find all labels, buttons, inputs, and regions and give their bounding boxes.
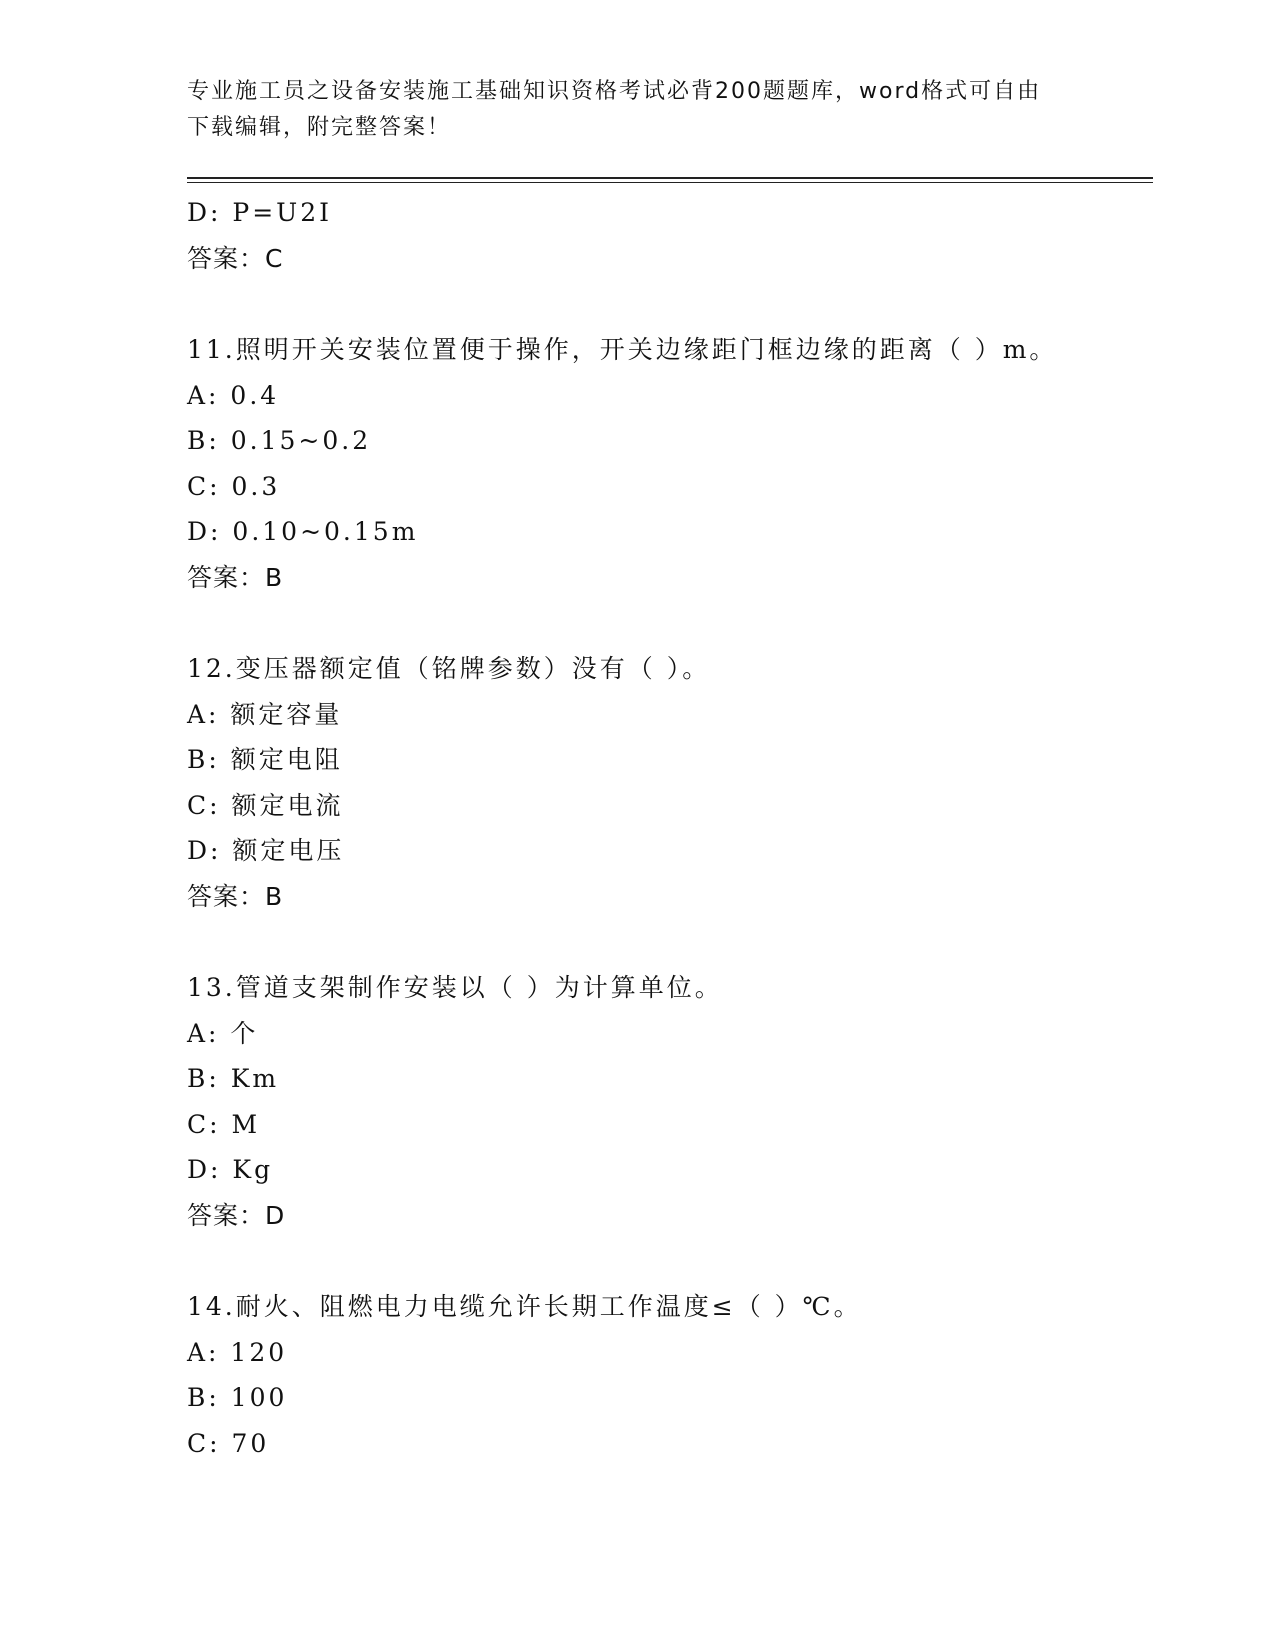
- option-a: A: 个: [187, 1018, 259, 1048]
- option-d: D: 额定电压: [187, 836, 345, 865]
- question-13: [187, 965, 1147, 1238]
- question-stem: 13.管道支架制作安装以（ ）为计算单位。: [187, 973, 723, 1002]
- option-b: B: 100: [187, 1383, 288, 1412]
- answer-line: 答案：B: [187, 881, 284, 911]
- answer-line: 答案：C: [187, 243, 284, 273]
- header-divider-thick: [187, 177, 1153, 179]
- option-c: C: 额定电流: [187, 790, 344, 820]
- question-stem: 14.耐火、阻燃电力电缆允许长期工作温度≤（ ）℃。: [187, 1292, 862, 1321]
- option-b: B: Km: [187, 1064, 280, 1093]
- option-d: D: 0.10~0.15m: [187, 517, 419, 546]
- answer-line: 答案：D: [187, 1200, 286, 1230]
- header-line-2: 下载编辑，附完整答案！: [187, 115, 452, 140]
- document-header: [187, 74, 1087, 146]
- option-b: B: 额定电阻: [187, 745, 343, 774]
- answer-line: 答案：B: [187, 562, 284, 592]
- header-line-1: 专业施工员之设备安装施工基础知识资格考试必背200题题库，word格式可自由: [187, 79, 1042, 104]
- option-c: C: 0.3: [187, 471, 281, 501]
- option-a: A: 0.4: [187, 380, 280, 410]
- question-12: [187, 646, 1147, 919]
- option-c: C: M: [187, 1109, 261, 1139]
- option-a: A: 120: [187, 1337, 288, 1367]
- header-divider-thin: [187, 182, 1153, 183]
- question-stem: 12.变压器额定值（铭牌参数）没有（ ）。: [187, 654, 711, 683]
- option-d: D: P=U2I: [187, 198, 333, 227]
- question-stem: 11.照明开关安装位置便于操作，开关边缘距门框边缘的距离（ ）m。: [187, 335, 1058, 364]
- question-11: [187, 327, 1147, 600]
- option-b: B: 0.15~0.2: [187, 426, 372, 455]
- question-14: [187, 1284, 1147, 1466]
- option-c: C: 70: [187, 1428, 270, 1458]
- option-d: D: Kg: [187, 1155, 274, 1184]
- question-list: [187, 190, 1147, 1466]
- previous-question-tail: [187, 190, 1147, 281]
- option-a: A: 额定容量: [187, 699, 343, 729]
